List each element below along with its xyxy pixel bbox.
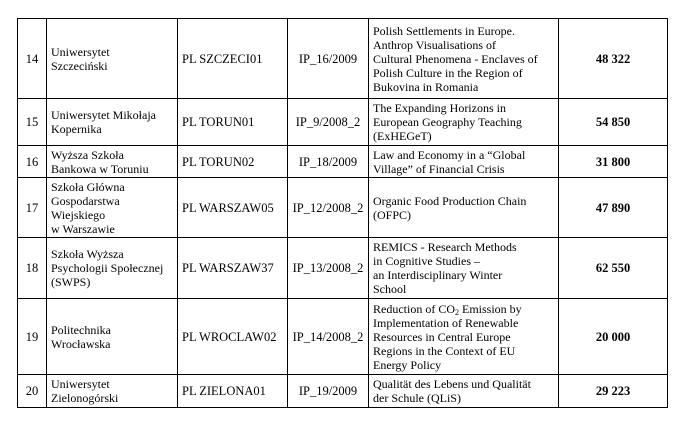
title-line: Polish Settlements in Europe. (373, 23, 515, 38)
row-number: 16 (18, 146, 47, 178)
institution-line: Uniwersytet (51, 377, 110, 391)
project-reference: IP_19/2009 (288, 375, 369, 408)
project-title (369, 375, 559, 408)
project-reference: IP_12/2008_2 (288, 178, 369, 238)
project-title (369, 178, 559, 238)
title-line: Resources in Central Europe (373, 329, 511, 344)
institution-line: Gospodarstwa (51, 193, 120, 208)
table-row (18, 299, 668, 375)
title-line: Qualität des Lebens und Qualität (373, 377, 531, 391)
title-line: REMICS - Research Methods (373, 240, 517, 254)
title-line: Implementation of Renewable (373, 315, 519, 330)
institution-line: Uniwersytet Mikołaja (51, 108, 156, 122)
title-line: The Expanding Horizons in (373, 101, 506, 115)
institution-name (47, 99, 178, 146)
erasmus-code: PL TORUN02 (178, 146, 288, 178)
project-reference: IP_18/2009 (288, 146, 369, 178)
title-line: (ExHEGeT) (373, 129, 432, 143)
institution-line: Szkoła Główna (51, 179, 125, 194)
institution-line: Bankowa w Toruniu (51, 161, 149, 176)
grant-amount: 47 890 (559, 178, 668, 238)
table-row (18, 19, 668, 99)
institution-name (47, 146, 178, 178)
institution-line: Szczeciński (51, 58, 108, 73)
title-line: Polish Culture in the Region of (373, 65, 523, 80)
erasmus-code: PL SZCZECI01 (178, 19, 288, 99)
title-line: (OFPC) (373, 207, 412, 222)
row-number: 14 (18, 19, 47, 99)
institution-line: Psychologii Społecznej (51, 261, 164, 275)
title-line: European Geography Teaching (373, 115, 522, 129)
grant-amount: 54 850 (559, 99, 668, 146)
institution-name (47, 238, 178, 299)
project-title (369, 99, 559, 146)
erasmus-code: PL TORUN01 (178, 99, 288, 146)
title-line: der Schule (QLiS) (373, 391, 461, 405)
subscript: 2 (455, 307, 459, 317)
erasmus-code: PL WARSZAW05 (178, 178, 288, 238)
table-row (18, 375, 668, 408)
title-line: Cultural Phenomena - Enclaves of (373, 51, 538, 66)
grant-amount: 31 800 (559, 146, 668, 178)
table-row (18, 178, 668, 238)
title-line: Bukovina in Romania (373, 79, 479, 94)
institution-line: Wyższa Szkoła (51, 147, 124, 162)
project-title (369, 19, 559, 99)
institution-name (47, 19, 178, 99)
institution-line: Uniwersytet (51, 44, 110, 59)
project-reference: IP_13/2008_2 (288, 238, 369, 299)
institution-line: Wrocławska (51, 336, 111, 351)
row-number: 20 (18, 375, 47, 408)
title-line: Anthrop Visualisations of (373, 37, 497, 52)
title-line: Energy Policy (373, 357, 442, 372)
title-line: Village” of Financial Crisis (373, 161, 505, 176)
title-line: Regions in the Context of EU (373, 343, 516, 358)
table-row (18, 238, 668, 299)
row-number: 18 (18, 238, 47, 299)
title-line: School (373, 282, 407, 296)
institution-line: Szkoła Wyższa (51, 247, 124, 261)
table-row (18, 99, 668, 146)
institution-name (47, 375, 178, 408)
project-reference: IP_16/2009 (288, 19, 369, 99)
title-line: an Interdisciplinary Winter (373, 268, 503, 282)
erasmus-code: PL WROCLAW02 (178, 299, 288, 375)
project-title (369, 238, 559, 299)
institution-line: Kopernika (51, 122, 102, 136)
row-number: 17 (18, 178, 47, 238)
title-line (373, 302, 554, 316)
grant-amount: 62 550 (559, 238, 668, 299)
title-text: Reduction of CO (373, 301, 455, 316)
grant-amount: 48 322 (559, 19, 668, 99)
institution-line: w Warszawie (51, 221, 115, 236)
project-title (369, 146, 559, 178)
grant-amount: 20 000 (559, 299, 668, 375)
title-text: Emission by (459, 301, 522, 316)
institution-line: Zielonogórski (51, 391, 119, 405)
project-reference: IP_14/2008_2 (288, 299, 369, 375)
title-line: Law and Economy in a “Global (373, 147, 526, 162)
institution-line: (SWPS) (51, 275, 91, 289)
grants-table (17, 18, 668, 408)
project-title (369, 299, 559, 375)
institution-name (47, 178, 178, 238)
institution-line: Politechnika (51, 322, 111, 337)
table-row (18, 146, 668, 178)
institution-line: Wiejskiego (51, 207, 106, 222)
title-line: Organic Food Production Chain (373, 193, 527, 208)
title-line: in Cognitive Studies – (373, 254, 481, 268)
erasmus-code: PL WARSZAW37 (178, 238, 288, 299)
grant-amount: 29 223 (559, 375, 668, 408)
row-number: 19 (18, 299, 47, 375)
erasmus-code: PL ZIELONA01 (178, 375, 288, 408)
project-reference: IP_9/2008_2 (288, 99, 369, 146)
row-number: 15 (18, 99, 47, 146)
institution-name (47, 299, 178, 375)
